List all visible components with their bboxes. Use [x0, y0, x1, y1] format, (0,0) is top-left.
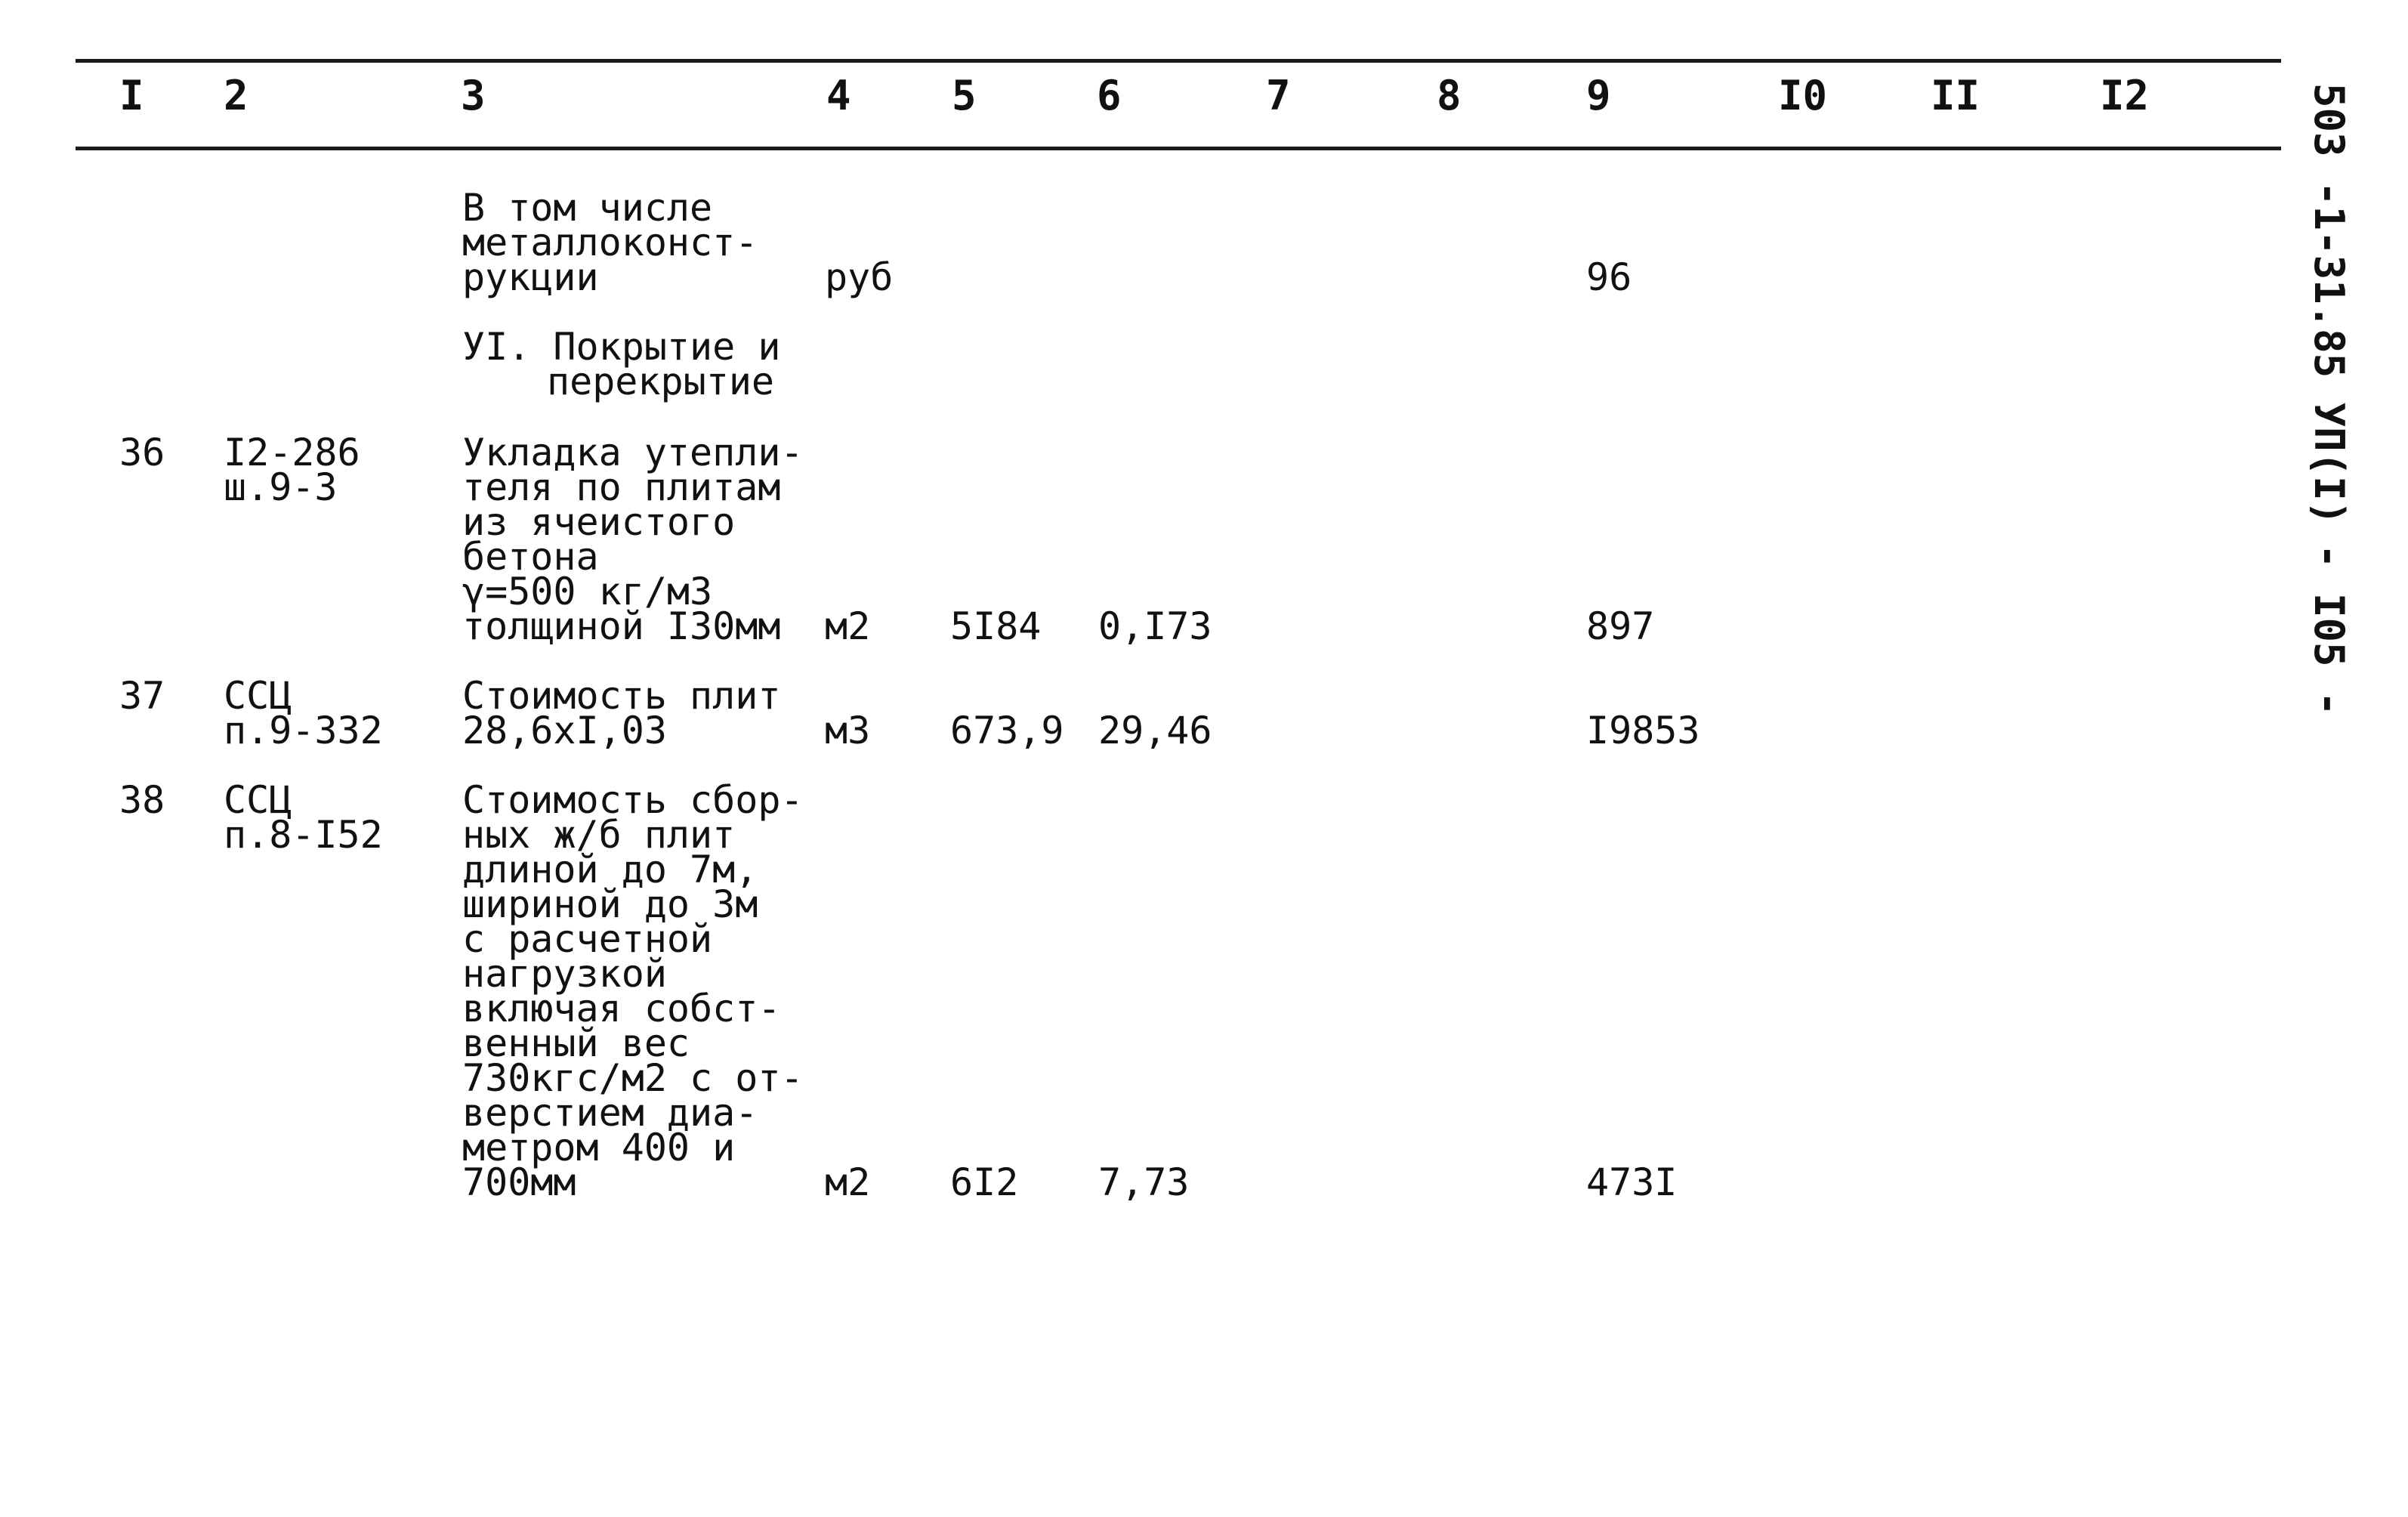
row-38-quantity: 6I2 [950, 1160, 1019, 1204]
row-37-desc-line: Стоимость плит [462, 674, 781, 718]
row-36-desc-line: теля по плитам [462, 465, 781, 509]
row-37-code-line: п.9-332 [224, 709, 383, 752]
row-38-desc-line: Стоимость сбор- [462, 778, 804, 822]
row-37-quantity: 673,9 [950, 709, 1064, 752]
col-header-9: 9 [1586, 72, 1611, 119]
col-header-2: 2 [224, 72, 249, 119]
incl-total: 96 [1586, 255, 1632, 299]
document-code: 503 -1-31.85 УП(I) [2305, 83, 2353, 526]
row-38-code-line: ССЦ [224, 778, 292, 822]
row-36-code-line: ш.9-3 [224, 465, 338, 509]
row-38-desc-line: венный вес [462, 1021, 690, 1065]
col-header-7: 7 [1266, 72, 1291, 119]
section-heading [462, 325, 781, 403]
col-header-8: 8 [1437, 72, 1462, 119]
row-37-unit: м3 [825, 709, 871, 752]
col-header-10: I0 [1778, 72, 1828, 119]
row-38-desc-line: метром 400 и [462, 1126, 736, 1169]
row-38-desc-line: с расчетной [462, 917, 713, 961]
header-top-rule [76, 59, 2281, 63]
row-36-total: 897 [1586, 604, 1655, 648]
row-36-desc-line: Укладка утепли- [462, 431, 804, 474]
row-37-code-line: ССЦ [224, 674, 292, 718]
row-38-desc-line: включая собст- [462, 987, 781, 1030]
row-37-price: 29,46 [1098, 709, 1212, 752]
row-36-price: 0,I73 [1098, 604, 1212, 648]
section-heading-line: УI. Покрытие и [462, 325, 781, 369]
incl-desc-line: рукции [462, 255, 599, 299]
side-margin [2304, 76, 2364, 740]
header-bottom-rule [76, 147, 2281, 150]
col-header-6: 6 [1097, 72, 1122, 119]
row-36-unit: м2 [825, 604, 871, 648]
row-38-unit: м2 [825, 1160, 871, 1204]
col-header-4: 4 [826, 72, 851, 119]
row-38-code [224, 778, 383, 857]
row-38-desc-line: ных ж/б плит [462, 813, 736, 857]
row-36-description [462, 431, 804, 648]
row-38-desc-line: длиной до 7м, [462, 848, 758, 891]
row-37-desc-line: 28,6xI,03 [462, 709, 667, 752]
row-38-desc-line: 730кгс/м2 с от- [462, 1056, 804, 1100]
row-38-total: 473I [1586, 1160, 1678, 1204]
row-36-desc-line: из ячеистого [462, 500, 736, 544]
row-38-desc-line: шириной до 3м [462, 882, 758, 926]
row-37-description [462, 674, 781, 752]
col-header-1: I [119, 72, 144, 119]
incl-unit: руб [825, 255, 894, 299]
row-37-code [224, 674, 383, 752]
col-header-3: 3 [461, 72, 486, 119]
row-38-desc-line: верстием диа- [462, 1091, 758, 1135]
col-header-5: 5 [952, 72, 977, 119]
row-38-code-line: п.8-I52 [224, 813, 383, 857]
row-36-quantity: 5I84 [950, 604, 1042, 648]
incl-description [462, 186, 758, 299]
row-38-price: 7,73 [1098, 1160, 1190, 1204]
row-36-code [224, 431, 360, 509]
row-37-number: 37 [119, 674, 165, 718]
row-38-desc-line: нагрузкой [462, 952, 667, 996]
row-38-description [462, 778, 804, 1204]
row-36-number: 36 [119, 431, 165, 474]
incl-desc-line: металлоконст- [462, 221, 758, 264]
row-36-desc-line: бетона [462, 535, 599, 579]
section-heading-line: перекрытие [547, 360, 775, 403]
incl-desc-line: В том числе [462, 186, 713, 230]
page-number: - I05 - [2305, 544, 2353, 716]
row-38-number: 38 [119, 778, 165, 822]
col-header-11: II [1931, 72, 1980, 119]
row-36-code-line: I2-286 [224, 431, 360, 474]
row-36-desc-line: γ=500 кг/м3 [462, 570, 713, 613]
col-header-12: I2 [2100, 72, 2150, 119]
row-37-total: I9853 [1586, 709, 1700, 752]
row-36-desc-line: толщиной I30мм [462, 604, 781, 648]
row-38-desc-line: 700мм [462, 1160, 576, 1204]
